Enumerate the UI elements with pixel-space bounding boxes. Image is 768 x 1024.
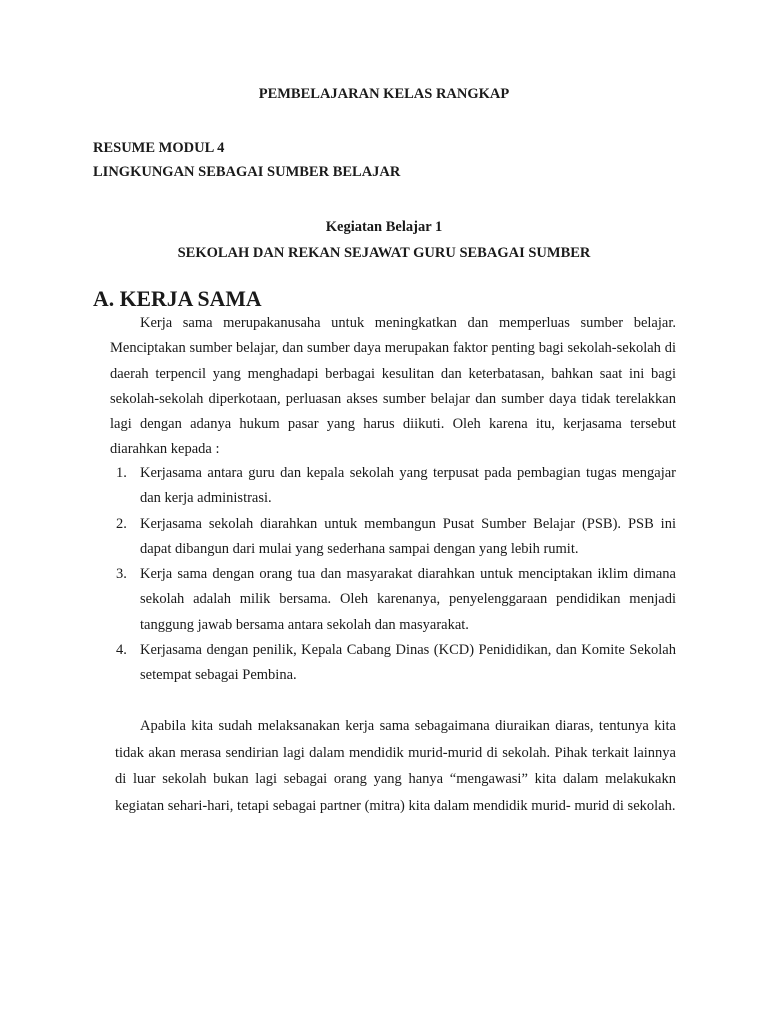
list-item-text: Kerjasama sekolah diarahkan untuk membangun Pusat Sumber Belajar (PSB). PSB ini dapat dibangun dari mulai yang sederhana sampai dengan yang lebih rumit. <box>140 515 676 557</box>
paragraph-conclusion: Apabila kita sudah melaksanakan kerja sama sebagaimana diuraikan diaras, tentunya kita tidak akan merasa sendirian lagi dalam mendidik murid-murid di sekolah. Pihak terkait lainnya di luar sekolah bukan lagi sebagai orang yang hanya “mengawasi” kita dalam melakukakn kegiatan sehari-hari, tetapi sebagai partner (mitra) kita dalam mendidik murid- murid di sekolah. <box>115 718 676 814</box>
list-item-text: Kerjasama antara guru dan kepala sekolah yang terpusat pada pembagian tugas mengajar dan kerja administrasi. <box>140 465 676 507</box>
list-item-number: 2. <box>116 515 127 532</box>
list-item <box>110 562 676 638</box>
list-item-number: 1. <box>116 465 127 481</box>
list-item <box>110 512 676 563</box>
document-title: PEMBELAJARAN KELAS RANGKAP <box>258 86 510 102</box>
list-item-number: 3. <box>116 566 127 583</box>
cooperation-list <box>110 461 676 689</box>
activity-header <box>0 214 768 266</box>
module-header <box>93 136 400 184</box>
section-heading: A. KERJA SAMA <box>93 287 262 311</box>
activity-title: SEKOLAH DAN REKAN SEJAWAT GURU SEBAGAI SUMBER <box>177 245 591 261</box>
list-item <box>110 638 676 689</box>
list-item-text: Kerjasama dengan penilik, Kepala Cabang Dinas (KCD) Penididikan, dan Komite Sekolah setempat sebagai Pembina. <box>140 642 676 684</box>
module-title: LINGKUNGAN SEBAGAI SUMBER BELAJAR <box>93 164 401 180</box>
list-item-number: 4. <box>116 642 127 659</box>
list-item <box>110 461 676 512</box>
module-label: RESUME MODUL 4 <box>93 140 225 156</box>
activity-label: Kegiatan Belajar 1 <box>325 219 443 235</box>
paragraph-intro: Kerja sama merupakanusaha untuk meningkatkan dan memperluas sumber belajar. Menciptakan sumber belajar, dan sumber daya merupakan faktor penting bagi sekolah-sekolah di daerah terpencil yang menghadapi berbagai kesulitan dan keterbatasan, bahkan saat ini bagi sekolah-sekolah diperkotaan, perluasan akses sumber belajar dan sumber daya tidak terelakkan lagi dengan adanya hukum pasar yang harus diikuti. Oleh karena itu, kerjasama tersebut diarahkan kepada : <box>110 315 676 458</box>
list-item-text: Kerja sama dengan orang tua dan masyarakat diarahkan untuk menciptakan iklim dimana sekolah adalah milik bersama. Oleh karenanya, penyelenggaraan pendidikan menjadi tanggung jawab bersama antara sekolah dan masyarakat. <box>140 566 676 633</box>
